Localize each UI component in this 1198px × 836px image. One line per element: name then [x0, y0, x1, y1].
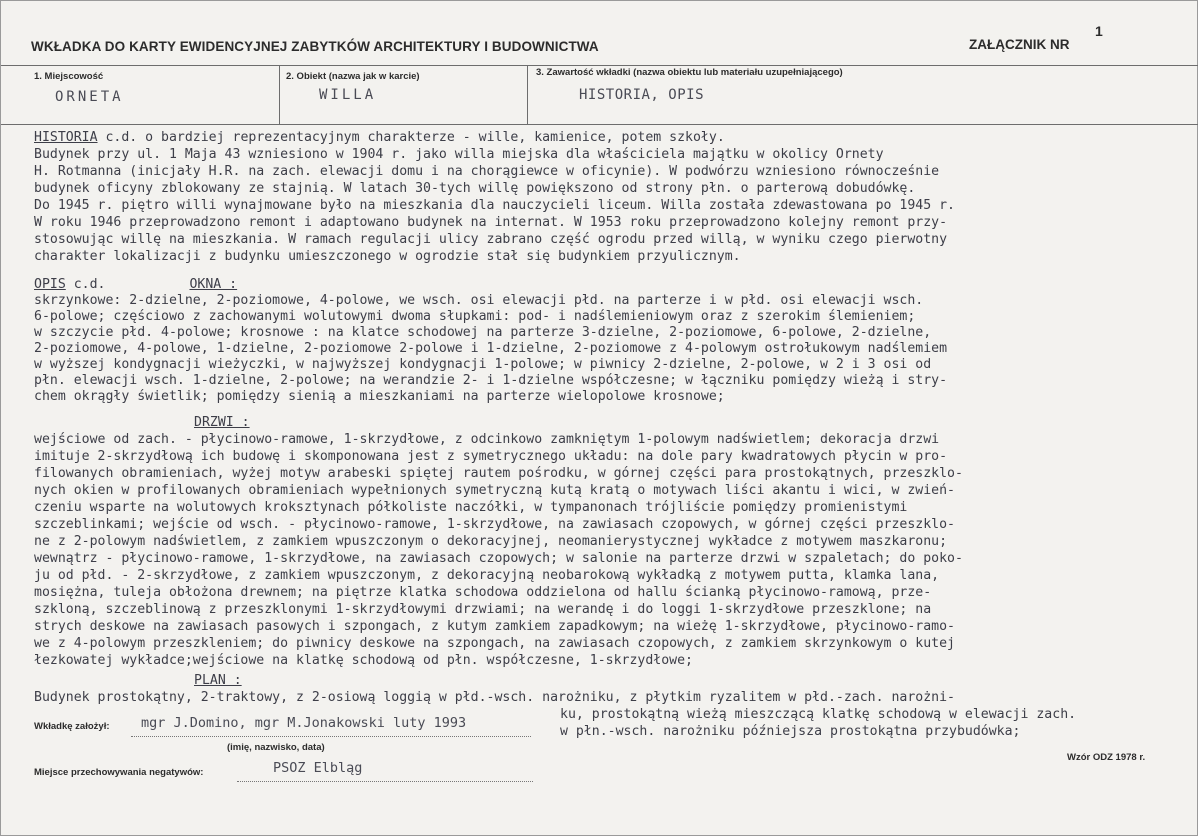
plan-line: Budynek prostokątny, 2-traktowy, z 2-osiową loggią w płd.-wsch. narożniku, z płytkim ryzalitem w płd.-zach. narożni- — [34, 690, 955, 705]
drzwi-line: we z 4-polowym przeszkleniem; do piwnicy deskowe na szpongach, na zawiasach czopowych, z zamkiem skrzynkowym o kutej — [34, 636, 955, 651]
okna-line: skrzynkowe: 2-dzielne, 2-poziomowe, 4-polowe, we wsch. osi elewacji płd. na parterze i w płd. osi elewacji wsch. — [34, 293, 924, 308]
storage-dotted-line — [237, 781, 533, 782]
historia-line: stosowując willę na mieszkania. W ramach regulacji ulicy zabrano część ogrodu przed willą, w wyniku czego pierwotny — [34, 232, 948, 247]
historia-line: charakter lokalizacji z budynku umieszczonego w ogrodzie stał się budynkiem przyulicznym. — [34, 249, 741, 264]
plan-line: ku, prostokątną wieżą mieszczącą klatkę schodową w elewacji zach. — [560, 707, 1077, 722]
drzwi-line: szczeblinkami; wejście od wsch. - płycinowo-ramowe, 1-skrzydłowe, na zawiasach czopowych, w górnej części przeszklo- — [34, 517, 955, 532]
card-title: WKŁADKA DO KARTY EWIDENCYJNEJ ZABYTKÓW ARCHITEKTURY I BUDOWNICTWA — [31, 39, 599, 54]
author-label: Wkładkę założył: — [34, 721, 110, 732]
fields-divider — [1, 124, 1198, 125]
locality-label: 1. Miejscowość — [34, 71, 104, 82]
okna-line: 6-polowe; częściowo z zachowanymi wolutowymi dwoma słupkami: pod- i nadślemieniowym oraz z szerokim ślemieniem; — [34, 309, 916, 324]
historia-line-0: HISTORIA c.d. o bardziej reprezentacyjnym charakterze - wille, kamienice, potem szkoły. — [34, 130, 725, 145]
locality-value: ORNETA — [55, 89, 124, 105]
historia-line: budynek oficyny zblokowany ze stajnią. W latach 30-tych willę powiększono od strony płn. o parterową dobudówkę. — [34, 181, 916, 196]
historia-line: Budynek przy ul. 1 Maja 43 wzniesiono w 1904 r. jako willa miejska dla właściciela majątku w okolicy Ornety — [34, 147, 884, 162]
author-value: mgr J.Domino, mgr M.Jonakowski luty 1993 — [141, 715, 467, 731]
okna-line: płn. elewacji wsch. 1-dzielne, 2-polowe; na werandzie 2- i 1-dzielne współczesne; w łączniku pomiędzy wieżą i stry- — [34, 373, 948, 388]
okna-line: chem okrągły świetlik; pomiędzy sienią a mieszkaniami na parterze wielopolowe krosnowe; — [34, 389, 725, 404]
okna-line: w szczycie płd. 4-polowe; krosnowe : na klatce schodowej na parterze 3-dzielne, 2-poziomowe, 6-polowe, 2-dzielne, — [34, 325, 932, 340]
drzwi-line: ne z 2-polowym nadświetlem, z zamkiem wpuszczonym o dekoracyjnej, neomanierystycznej wykładce z motywem maszkaronu; — [34, 534, 948, 549]
drzwi-line: wejściowe od zach. - płycinowo-ramowe, 1-skrzydłowe, z odcinkowo zamkniętym 1-polowym nadświetlem; dekoracja drzwi — [34, 432, 940, 447]
drzwi-line: wewnątrz - płycinowo-ramowe, 1-skrzydłowe, na zawiasach czopowych; w salonie na parterze drzwi w szpaletach; do poko- — [34, 551, 963, 566]
contents-label: 3. Zawartość wkładki (nazwa obiektu lub materiału uzupełniającego) — [536, 67, 843, 78]
field-separator-2 — [527, 65, 528, 124]
drzwi-line: ju od płd. - 2-skrzydłowe, z zamkiem wpuszczonym, z dekoracyjną neobarokową wykładką z motywem putta, klamka lana, — [34, 568, 940, 583]
okna-line: 2-poziomowe, 4-polowe, 1-dzielne, 2-poziomowe 2-polowe i 1-dzielne, 2-poziomowe z 4-polowym ostrołukowym nadślemiem — [34, 341, 948, 356]
form-id: Wzór ODZ 1978 r. — [1067, 752, 1146, 763]
drzwi-line: mosiężna, tuleja obłożona drewnem; na piętrze klatka schodowa oddzielona od hallu ścianką płycinowo-ramową, prze- — [34, 585, 932, 600]
okna-line: w wyższej kondygnacji wieżyczki, w najwyższej kondygnacji 1-polowe; w piwnicy 2-dzielne, 2-polowe, w 2 i 3 osi od — [34, 357, 932, 372]
drzwi-line: filowanych obramieniach, wyżej motyw arabeski spiętej rautem pośrodku, w górnej części para prostokątnych, przeszklo- — [34, 466, 963, 481]
drzwi-line: łezkowatej wykładce;wejściowe na klatkę schodową od płn. współczesne, 1-skrzydłowe; — [34, 653, 693, 668]
storage-value: PSOZ Elbląg — [273, 760, 363, 776]
annex-label: ZAŁĄCZNIK NR — [969, 37, 1070, 52]
field-separator-1 — [279, 65, 280, 124]
author-caption: (imię, nazwisko, data) — [227, 742, 325, 753]
plan-line: w płn.-wsch. narożniku późniejsza prostokątna przybudówka; — [560, 724, 1021, 739]
author-dotted-line — [131, 736, 531, 737]
opis-heading-line: OPIS c.d. OKNA : — [34, 277, 238, 292]
drzwi-heading: DRZWI : — [194, 415, 250, 430]
historia-line: H. Rotmanna (inicjały H.R. na zach. elewacji domu i na chorągiewce w oficynie). W podwórzu wzniesiono równocześnie — [34, 164, 940, 179]
drzwi-line: czeniu wsparte na wolutowych kroksztynach półkoliste naczółki, w tympanonach trójliście pomiędzy promienistymi — [34, 500, 908, 515]
opis-heading: OPIS — [34, 277, 66, 292]
drzwi-line: imituje 2-skrzydłową ich budowę i skomponowana jest z symetrycznego układu: na dole pary kwadratowych płycin w pro- — [34, 449, 948, 464]
historia-line: Do 1945 r. piętro willi wynajmowane było na mieszkania dla nauczycieli liceum. Willa została zdewastowana po 1945 r. — [34, 198, 955, 213]
annex-number: 1 — [1095, 23, 1103, 39]
drzwi-line: nych okien w profilowanych obramieniach wypełnionych symetryczną kutą kratą o motywach liści akantu i wici, w zwień- — [34, 483, 955, 498]
okna-heading: OKNA : — [189, 277, 238, 292]
historia-line: W roku 1946 przeprowadzono remont i adaptowano budynek na internat. W 1953 roku przeprowadzono kolejny remont przy- — [34, 215, 948, 230]
object-label: 2. Obiekt (nazwa jak w karcie) — [286, 71, 420, 82]
drzwi-line: strych deskowe na zawiasach pasowych i szpongach, z kutym zamkiem zapadkowym; na wieżę 1-skrzydłowe, płycinowo-ramo- — [34, 619, 955, 634]
object-value: WILLA — [319, 87, 377, 103]
plan-heading: PLAN : — [194, 673, 242, 688]
header-divider — [1, 65, 1198, 66]
storage-label: Miejsce przechowywania negatywów: — [34, 767, 204, 778]
drzwi-line: szkloną, szczeblinową z przeszklonymi 1-skrzydłowymi drzwiami; na werandę i do loggi 1-skrzydłowe przeszklone; na — [34, 602, 932, 617]
historia-heading: HISTORIA — [34, 130, 98, 145]
contents-value: HISTORIA, OPIS — [579, 87, 705, 103]
